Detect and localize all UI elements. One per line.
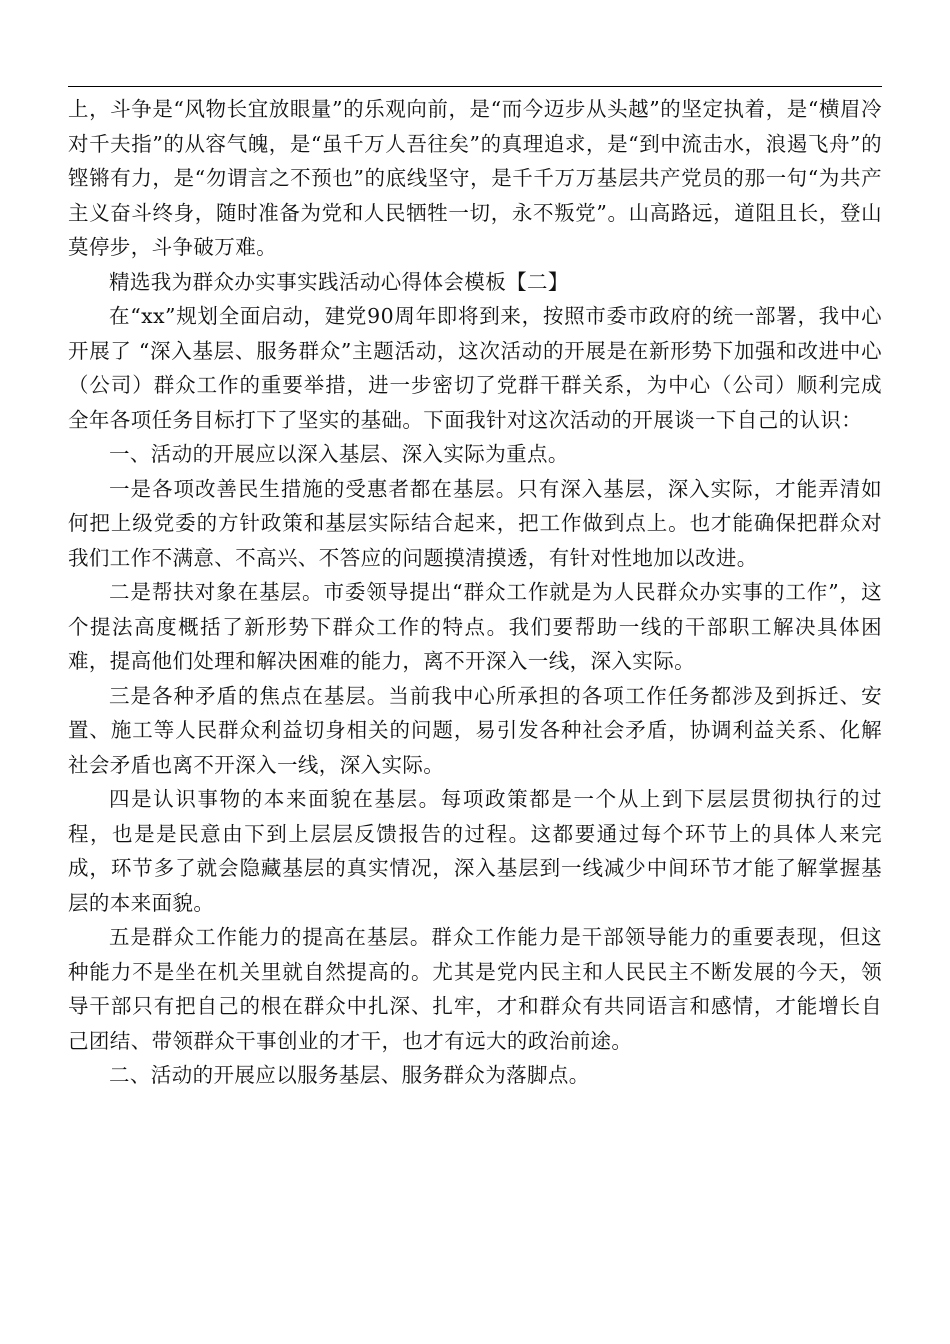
paragraph-point-3: 三是各种矛盾的焦点在基层。当前我中心所承担的各项工作任务都涉及到拆迁、安置、施工等人民群众利益切身相关的问题，易引发各种社会矛盾，协调利益关系、化解社会矛盾也离不开深入一线，深入实际。 — [68, 683, 882, 777]
paragraph-point-2: 二是帮扶对象在基层。市委领导提出“群众工作就是为人民群众办实事的工作”，这个提法高度概括了新形势下群众工作的特点。我们要帮助一线的干部职工解决具体困难，提高他们处理和解决困难的能力，离不开深入一线，深入实际。 — [68, 580, 882, 673]
paragraph-point-4: 四是认识事物的本来面貌在基层。每项政策都是一个从上到下层层贯彻执行的过程，也是是民意由下到上层层反馈报告的过程。这都要通过每个环节上的具体人来完成，环节多了就会隐藏基层的真实情况，深入基层到一线减少中间环节才能了解掌握基层的本来面貌。 — [68, 787, 882, 915]
paragraph-intro: 在“xx”规划全面启动，建党90周年即将到来，按照市委市政府的统一部署，我中心开展了 “深入基层、服务群众”主题活动，这次活动的开展是在新形势下加强和改进中心（公司）群众工作的重要举措，进一步密切了党群干群关系，为中心（公司）顺利完成全年各项任务目标打下了坚实的基础。下面我针对这次活动的开展谈一下自己的认识： — [68, 304, 882, 432]
paragraph-point-1: 一是各项改善民生措施的受惠者都在基层。只有深入基层，深入实际，才能弄清如何把上级党委的方针政策和基层实际结合起来，把工作做到点上。也才能确保把群众对我们工作不满意、不高兴、不答应的问题摸清摸透，有针对性地加以改进。 — [68, 476, 882, 570]
paragraph-point-5: 五是群众工作能力的提高在基层。群众工作能力是干部领导能力的重要表现，但这种能力不是坐在机关里就自然提高的。尤其是党内民主和人民民主不断发展的今天，领导干部只有把自己的根在群众中扎深、扎牢，才和群众有共同语言和感情，才能增长自己团结、带领群众干事创业的才干，也才有远大的政治前途。 — [68, 925, 882, 1053]
point-heading-two: 二、活动的开展应以服务基层、服务群众为落脚点。 — [109, 1063, 590, 1087]
point-heading-one: 一、活动的开展应以深入基层、深入实际为重点。 — [109, 442, 569, 466]
section-heading-two: 精选我为群众办实事实践活动心得体会模板【二】 — [109, 269, 569, 294]
header-rule — [68, 86, 882, 87]
paragraph-continuation: 上，斗争是“风物长宜放眼量”的乐观向前，是“而今迈步从头越”的坚定执着，是“横眉冷对千夫指”的从容气魄，是“虽千万人吾往矣”的真理追求，是“到中流击水，浪遏飞舟”的铿锵有力，是“勿谓言之不预也”的底线坚守，是千千万万基层共产党员的那一句“为共产主义奋斗终身，随时准备为党和人民牺牲一切，永不叛党”。山高路远，道阻且长，登山莫停步，斗争破万难。 — [68, 97, 882, 259]
document-body — [68, 92, 882, 1093]
